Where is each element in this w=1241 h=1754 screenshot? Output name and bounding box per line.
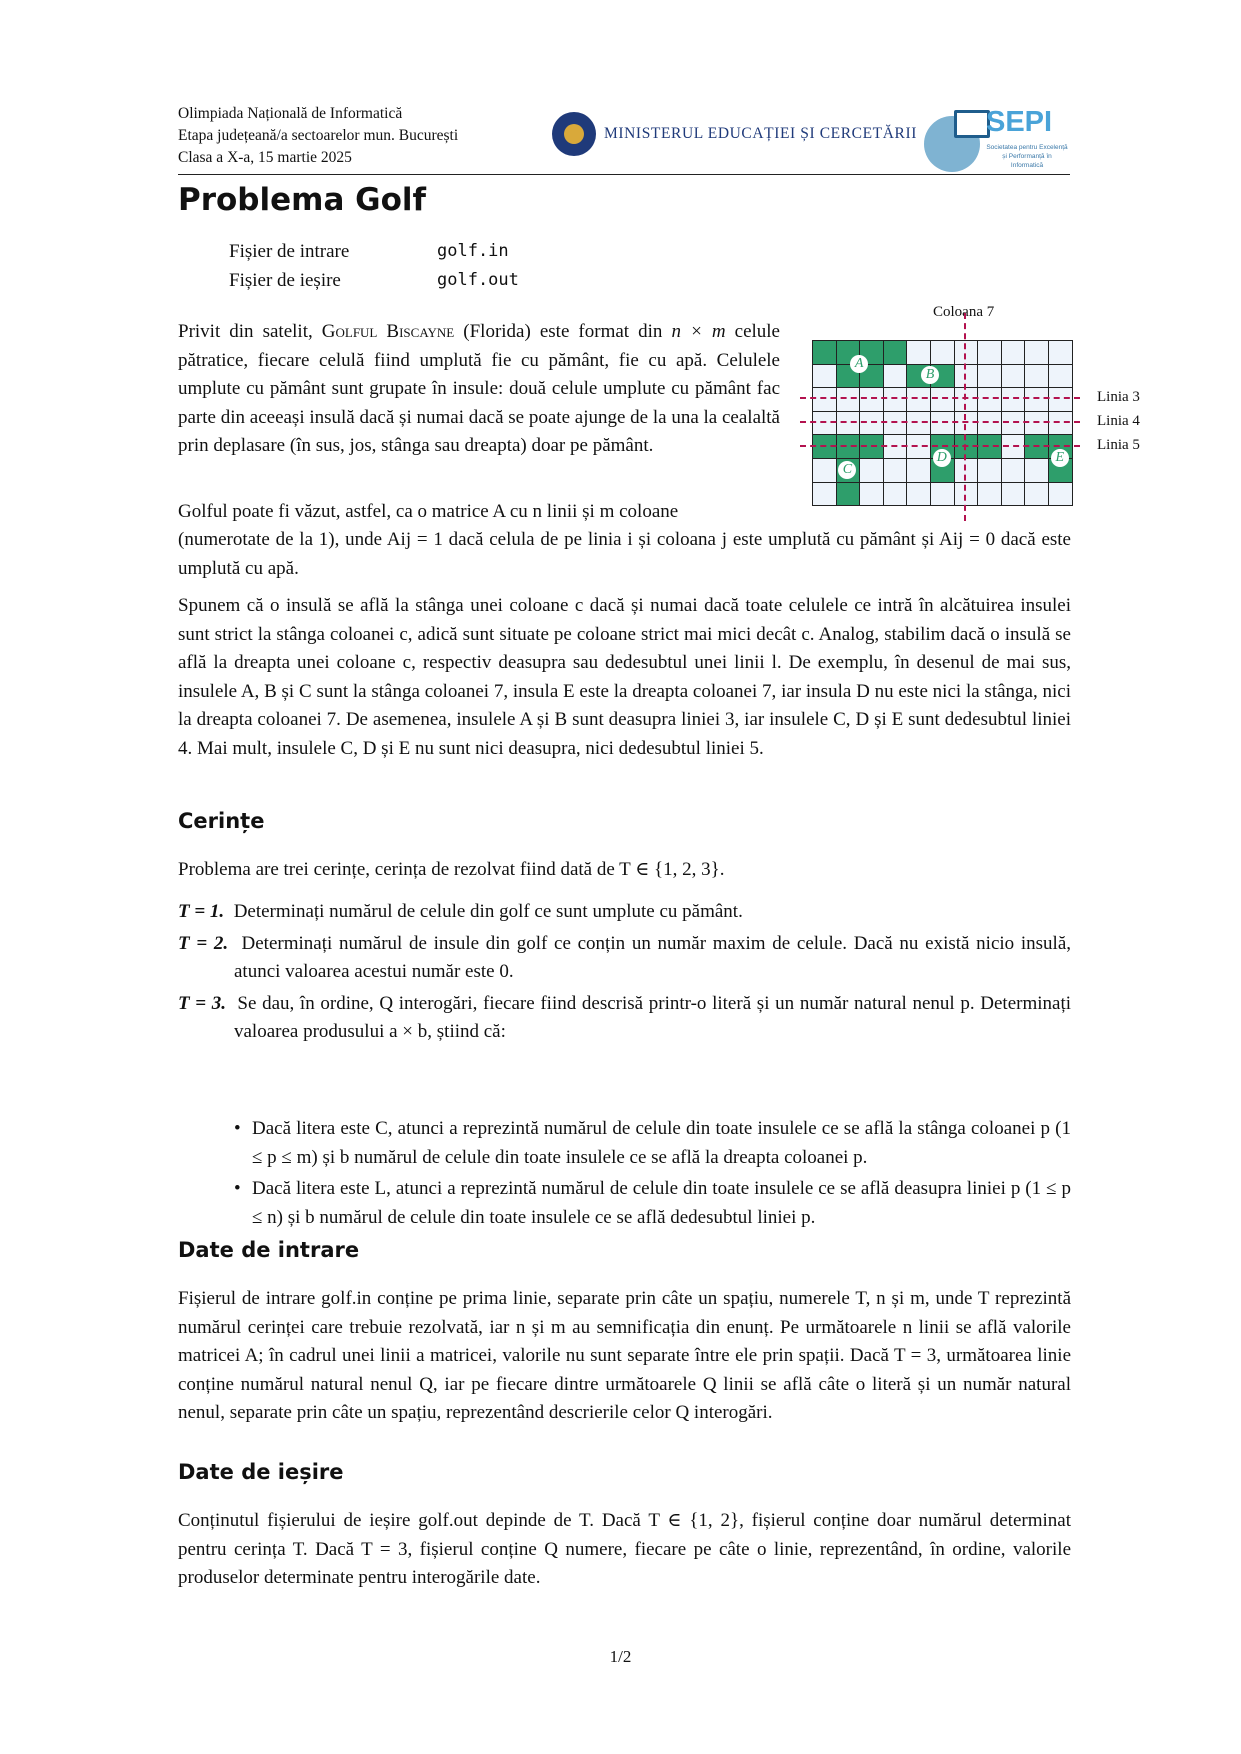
water-cell (955, 365, 979, 389)
requirements-list (178, 898, 1071, 1050)
island-label-d: D (933, 449, 951, 467)
water-cell (907, 388, 931, 412)
water-cell (955, 388, 979, 412)
water-cell (931, 483, 955, 507)
requirement-item: T = 3. Se dau, în ordine, Q interogări, fiecare fiind descrisă printr-o literă și un număr natural nenul p. Determinați valoarea produsului a × b, știind că: (178, 992, 1072, 1042)
water-cell (884, 435, 908, 459)
water-cell (1025, 341, 1049, 365)
water-cell (884, 388, 908, 412)
water-cell (884, 459, 908, 483)
water-cell (837, 388, 861, 412)
query-rule-line: • Dacă litera este L, atunci a reprezintă numărul de celule din toate insulele ce se află deasupra liniei p (1 ≤ p ≤ n) și b numărul de celule din toate insulele ce se află dedesubtul liniei p. (230, 1175, 1071, 1232)
water-cell (1049, 388, 1073, 412)
water-cell (1002, 341, 1026, 365)
water-cell (1002, 412, 1026, 436)
ministry-name: MINISTERUL EDUCAȚIEI ȘI CERCETĂRII (604, 125, 918, 142)
water-cell (860, 388, 884, 412)
water-cell (860, 483, 884, 507)
water-cell (1002, 435, 1026, 459)
input-file-label: Fișier de intrare (229, 241, 350, 262)
water-cell (1002, 388, 1026, 412)
section-title-requirements: Cerințe (178, 809, 265, 833)
land-cell (884, 341, 908, 365)
water-cell (1025, 459, 1049, 483)
water-cell (884, 483, 908, 507)
water-cell (860, 412, 884, 436)
water-cell (907, 341, 931, 365)
sepi-logo (924, 108, 1069, 172)
water-cell (1049, 412, 1073, 436)
water-cell (1025, 388, 1049, 412)
island-label-e: E (1051, 449, 1069, 467)
water-cell (813, 412, 837, 436)
water-cell (955, 412, 979, 436)
definitions-paragraph: Spunem că o insulă se află la stânga unei coloane c dacă și numai dacă toate celulele ce intră în alcătuirea insulei sunt strict la stânga coloanei c, adică sunt situate pe coloane strict mai mici decât c. Analog, stabilim dacă o insulă se află la dreapta unei coloane c, respectiv deasupra sau dedesubtul unei linii l. De exemplu, în desenul de mai sus, insulele A, B și C sunt la stânga coloanei 7, insula E este la dreapta coloanei 7, iar insula D nu este nici la stânga, nici la dreapta coloanei 7. De asemenea, insulele A și B sunt deasupra liniei 3, iar insulele C, D și E sunt dedesubtul liniei 4. Mai mult, insulele C, D și E nu sunt nici deasupra, nici dedesubtul liniei 5. (178, 595, 1071, 759)
computer-screen-icon (954, 110, 990, 138)
water-cell (1002, 459, 1026, 483)
matrix-paragraph: (numerotate de la 1), unde Aij = 1 dacă celula de pe linia i și coloana j este umplută cu pământ și Aij = 0 dacă este umplută cu apă. (178, 529, 1071, 579)
ministry-logo (552, 112, 917, 156)
water-cell (978, 412, 1002, 436)
water-cell (955, 483, 979, 507)
water-cell (1049, 365, 1073, 389)
page-title: Problema Golf (178, 182, 427, 218)
water-cell (813, 388, 837, 412)
file-table (229, 237, 519, 295)
land-cell (955, 435, 979, 459)
requirement-item: T = 1. Determinați numărul de celule din golf ce sunt umplute cu pământ. (178, 901, 743, 922)
intro-paragraph: Privit din satelit, Golful Biscayne (Florida) este format din n × m celule pătratice, fiecare celulă fiind umplută fie cu pământ, fie cu apă. Celulele umplute cu pământ sunt grupate în insule: două celule umplute cu pământ fac parte din aceeași insulă dacă și numai dacă se poate ajunge de la una la cealaltă prin deplasare (în sus, jos, stânga sau dreapta) doar pe pământ. (178, 321, 780, 456)
section-title-input: Date de intrare (178, 1238, 360, 1262)
water-cell (907, 412, 931, 436)
water-cell (1002, 483, 1026, 507)
water-cell (813, 459, 837, 483)
water-cell (978, 483, 1002, 507)
land-cell (837, 435, 861, 459)
water-cell (931, 412, 955, 436)
line-3-dashed-marker (800, 397, 1080, 399)
water-cell (978, 388, 1002, 412)
government-seal-icon (552, 112, 596, 156)
column-7-label: Coloana 7 (933, 304, 995, 320)
land-cell (837, 483, 861, 507)
water-cell (931, 388, 955, 412)
input-description: Fișierul de intrare golf.in conține pe prima linie, separate prin câte un spațiu, numerele T, n și m, unde T reprezintă numărul cerinței care trebuie rezolvată, iar n și m au semnificația din enunț. Pe următoarele n linii se află valorile matricei A; în cadrul unei linii a matricei, valorile nu sunt separate între ele prin spații. Dacă T = 3, următoarea linie conține numărul natural nenul Q, iar pe fiecare dintre următoarele Q linii se află câte o literă și un număr natural nenul, separate prin câte un spațiu, reprezentând descrierile celor Q interogări. (178, 1288, 1071, 1423)
land-cell (978, 435, 1002, 459)
water-cell (1025, 365, 1049, 389)
water-cell (837, 412, 861, 436)
header-divider (178, 174, 1070, 175)
line-5-label: Linia 5 (1097, 437, 1140, 453)
query-rule-column: • Dacă litera este C, atunci a reprezintă numărul de celule din toate insulele ce se află la stânga coloanei p (1 ≤ p ≤ m) și b numărul de celule din toate insulele ce se află la dreapta coloanei p. (230, 1115, 1071, 1172)
water-cell (978, 341, 1002, 365)
island-label-c: C (838, 461, 856, 479)
island-label-b: B (921, 366, 939, 384)
water-cell (1049, 483, 1073, 507)
water-cell (955, 459, 979, 483)
column-7-dashed-marker (964, 313, 966, 521)
water-cell (907, 483, 931, 507)
output-file-name: golf.out (437, 270, 519, 290)
query-rules-list (230, 1115, 1071, 1235)
contest-name: Olimpiada Națională de Informatică (178, 105, 403, 122)
sepi-wordmark: SEPI (986, 106, 1053, 138)
water-cell (860, 459, 884, 483)
water-cell (1049, 341, 1073, 365)
sepi-subtitle: Societatea pentru Excelență și Performanță în Informatică (986, 144, 1068, 169)
water-cell (907, 459, 931, 483)
output-file-label: Fișier de ieșire (229, 270, 341, 291)
water-cell (978, 365, 1002, 389)
water-cell (1025, 483, 1049, 507)
water-cell (813, 483, 837, 507)
matrix-paragraph-first-line: Golful poate fi văzut, astfel, ca o matrice A cu n linii și m coloane (178, 501, 679, 522)
line-3-label: Linia 3 (1097, 389, 1140, 405)
input-file-name: golf.in (437, 241, 509, 261)
line-5-dashed-marker (800, 445, 1080, 447)
line-4-label: Linia 4 (1097, 413, 1140, 429)
land-cell (813, 435, 837, 459)
contest-header (178, 103, 458, 169)
land-cell (860, 435, 884, 459)
water-cell (884, 365, 908, 389)
island-label-a: A (850, 355, 868, 373)
land-cell (1025, 435, 1049, 459)
water-cell (884, 412, 908, 436)
requirement-item: T = 2. Determinați numărul de insule din golf ce conțin un număr maxim de celule. Dacă nu există nicio insulă, atunci valoarea acestui număr este 0. (178, 932, 1072, 982)
water-cell (931, 341, 955, 365)
requirements-intro: Problema are trei cerințe, cerința de rezolvat fiind dată de T ∈ {1, 2, 3}. (178, 859, 725, 880)
output-description: Conținutul fișierului de ieșire golf.out depinde de T. Dacă T ∈ {1, 2}, fișierul conține doar numărul determinat pentru cerința T. Dacă T = 3, fișierul conține Q numere, fiecare pe câte o linie, reprezentând, în ordine, valorile produselor determinate pentru interogările date. (178, 1510, 1071, 1588)
contest-class-date: Clasa a X-a, 15 martie 2025 (178, 149, 352, 166)
water-cell (813, 365, 837, 389)
water-cell (955, 341, 979, 365)
line-4-dashed-marker (800, 421, 1080, 423)
land-cell (813, 341, 837, 365)
page-number: 1/2 (609, 1647, 632, 1666)
water-cell (978, 459, 1002, 483)
water-cell (1025, 412, 1049, 436)
contest-stage: Etapa județeană/a sectoarelor mun. București (178, 127, 459, 144)
water-cell (907, 435, 931, 459)
water-cell (1002, 365, 1026, 389)
section-title-output: Date de ieșire (178, 1460, 344, 1484)
